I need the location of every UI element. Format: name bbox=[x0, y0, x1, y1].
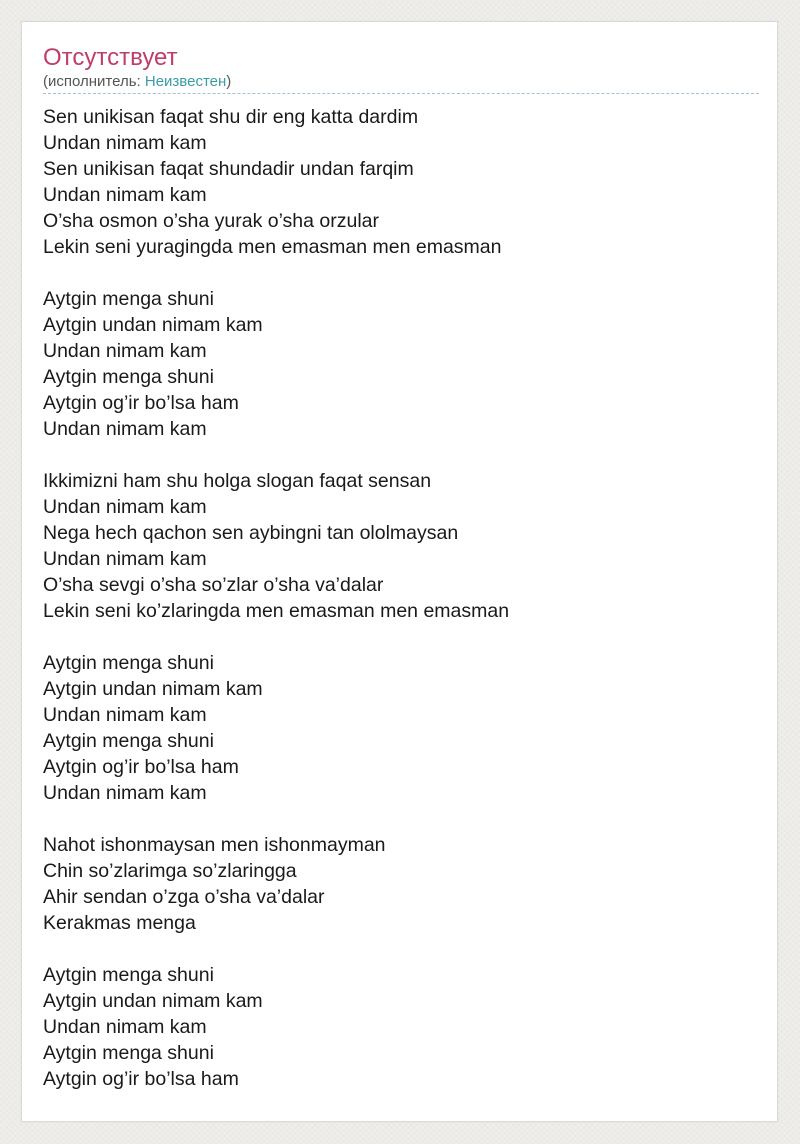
lyric-line: Chin so’zlarimga so’zlaringga bbox=[43, 860, 297, 882]
lyric-line: Undan nimam kam bbox=[43, 132, 207, 154]
byline-prefix: (исполнитель: bbox=[43, 73, 145, 90]
lyric-line: Aytgin og’ir bo’lsa ham bbox=[43, 756, 239, 778]
lyric-line: O’sha sevgi o’sha so’zlar o’sha va’dalar bbox=[43, 574, 384, 596]
lyric-line: Kerakmas menga bbox=[43, 912, 196, 934]
lyric-line: Ikkimizni ham shu holga slogan faqat sensan bbox=[43, 470, 432, 492]
lyrics-stanza bbox=[43, 286, 759, 442]
lyric-line: Aytgin og’ir bo’lsa ham bbox=[43, 1068, 239, 1090]
lyric-line: O’sha osmon o’sha yurak o’sha orzular bbox=[43, 210, 380, 232]
lyric-line: Undan nimam kam bbox=[43, 496, 207, 518]
lyric-line: Undan nimam kam bbox=[43, 184, 207, 206]
lyrics-stanza bbox=[43, 650, 759, 806]
lyric-line: Aytgin undan nimam kam bbox=[43, 678, 263, 700]
lyrics-stanza bbox=[43, 468, 759, 624]
lyric-line: Lekin seni ko’zlaringda men emasman men emasman bbox=[43, 600, 510, 622]
lyric-line: Nahot ishonmaysan men ishonmayman bbox=[43, 834, 386, 856]
lyric-line: Undan nimam kam bbox=[43, 548, 207, 570]
artist-byline bbox=[43, 73, 759, 94]
lyric-line: Undan nimam kam bbox=[43, 704, 207, 726]
lyric-line: Aytgin menga shuni bbox=[43, 288, 214, 310]
lyric-line: Aytgin menga shuni bbox=[43, 366, 214, 388]
lyrics-stanza bbox=[43, 962, 759, 1092]
lyrics-stanza bbox=[43, 104, 759, 260]
lyric-line: Nega hech qachon sen aybingni tan ololmaysan bbox=[43, 522, 459, 544]
lyric-line: Aytgin menga shuni bbox=[43, 1042, 214, 1064]
lyrics-stanza bbox=[43, 832, 759, 936]
lyric-line: Ahir sendan o’zga o’sha va’dalar bbox=[43, 886, 325, 908]
lyric-line: Undan nimam kam bbox=[43, 340, 207, 362]
lyric-line: Undan nimam kam bbox=[43, 1016, 207, 1038]
lyric-line: Aytgin undan nimam kam bbox=[43, 990, 263, 1012]
lyric-line: Aytgin undan nimam kam bbox=[43, 314, 263, 336]
lyric-line: Sen unikisan faqat shundadir undan farqim bbox=[43, 158, 414, 180]
lyric-line: Aytgin og’ir bo’lsa ham bbox=[43, 392, 239, 414]
lyric-line: Lekin seni yuragingda men emasman men emasman bbox=[43, 236, 502, 258]
lyrics-body bbox=[43, 104, 759, 1092]
lyric-line: Aytgin menga shuni bbox=[43, 964, 214, 986]
byline-suffix: ) bbox=[226, 73, 232, 90]
lyric-line: Undan nimam kam bbox=[43, 418, 207, 440]
artist-link[interactable]: Неизвестен bbox=[144, 73, 227, 90]
lyric-line: Aytgin menga shuni bbox=[43, 730, 214, 752]
song-title: Отсутствует bbox=[43, 44, 178, 71]
lyric-line: Undan nimam kam bbox=[43, 782, 207, 804]
lyric-line: Sen unikisan faqat shu dir eng katta dardim bbox=[43, 106, 419, 128]
lyrics-sheet bbox=[21, 21, 778, 1122]
lyric-line: Aytgin menga shuni bbox=[43, 652, 214, 674]
